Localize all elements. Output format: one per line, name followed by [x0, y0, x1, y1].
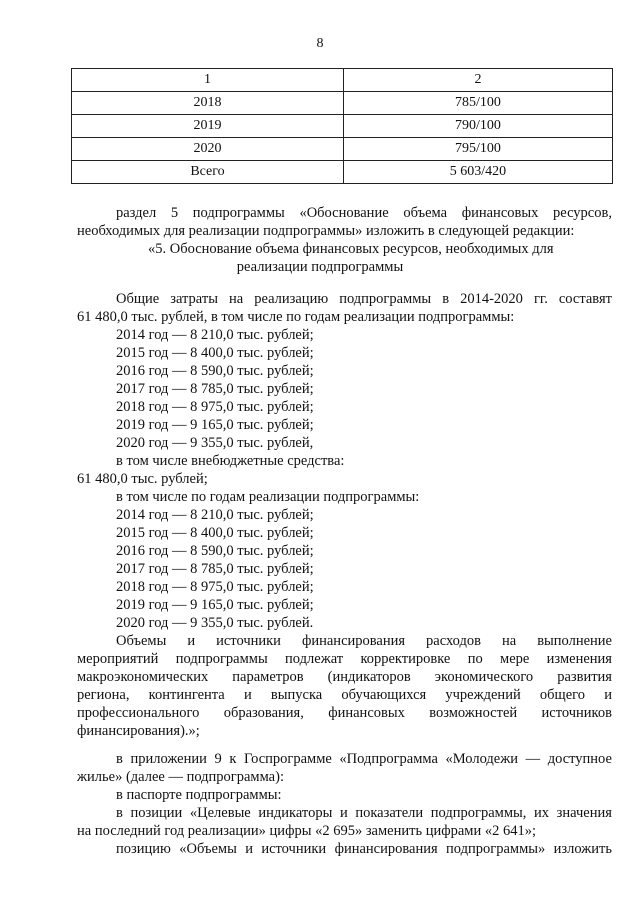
word: обучающихся [341, 687, 427, 703]
word: на [228, 291, 244, 307]
word: «Подпрограмма [339, 751, 438, 767]
word: к [229, 751, 237, 767]
word: по [467, 651, 483, 667]
word: и [243, 687, 252, 703]
volumes-line-4 [77, 686, 612, 704]
word: финансовых [461, 205, 539, 221]
table-cell-value: 5 603/420 [344, 161, 613, 184]
financing-table [71, 68, 613, 184]
word: затраты [170, 291, 218, 307]
word: на [501, 633, 517, 649]
word: позиции [130, 805, 183, 821]
appendix-line-3: в паспорте подпрограммы: [116, 787, 282, 803]
word: мероприятий [77, 651, 159, 667]
section-title-line-1: «5. Обоснование объема финансовых ресурсов, необходимых для [148, 241, 554, 257]
word: 2014-2020 [460, 291, 523, 307]
word: источники [261, 841, 327, 857]
word: изложить [553, 841, 612, 857]
word: расходов [426, 633, 481, 649]
year-line-extrabudget: 2016 год — 8 590,0 тыс. рублей; [116, 543, 314, 559]
word: раздел [116, 205, 157, 221]
word: в [116, 805, 123, 821]
year-line-extrabudget: 2020 год — 9 355,0 тыс. рублей. [116, 615, 314, 631]
year-line-extrabudget: 2014 год — 8 210,0 тыс. рублей; [116, 507, 314, 523]
table-cell-value: 2 [344, 69, 613, 92]
word: и [604, 687, 612, 703]
word: профессионального [77, 705, 200, 721]
word: финансовых [328, 705, 405, 721]
extrabudget-label: в том числе внебюджетные средства: [116, 453, 345, 469]
word: индикаторы [258, 805, 333, 821]
word: возможностей [429, 705, 518, 721]
table-cell-year: 2018 [72, 92, 344, 115]
word: подпрограммы [192, 205, 285, 221]
word: образования, [223, 705, 304, 721]
word: подпрограммы, [430, 805, 527, 821]
word: мере [500, 651, 530, 667]
word: в [442, 291, 450, 307]
word: региона, [77, 687, 130, 703]
word: финансирования [334, 841, 438, 857]
word: значения [556, 805, 612, 821]
word: подлежат [285, 651, 344, 667]
table-cell-year: 2019 [72, 115, 344, 138]
word: 9 [214, 751, 222, 767]
word: Госпрограмме [243, 751, 332, 767]
year-line-extrabudget: 2017 год — 8 785,0 тыс. рублей; [116, 561, 314, 577]
word: ресурсов, [553, 205, 612, 221]
table-row [72, 138, 613, 161]
word: подпрограммы» [446, 841, 546, 857]
word: источников [541, 705, 612, 721]
word: — [525, 751, 541, 767]
appendix-line-5: на последний год реализации» цифры «2 695» заменить цифрами «2 641»; [77, 823, 537, 839]
costs-line-1 [116, 290, 612, 308]
section-title-line-2: реализации подпрограммы [236, 259, 404, 275]
word: 5 [170, 205, 179, 221]
volumes-line-6: финансирования).»; [77, 723, 200, 739]
word: выпуска [270, 687, 323, 703]
word: позицию [116, 841, 171, 857]
word: Общие [116, 291, 160, 307]
word: подпрограммы [339, 291, 432, 307]
costs-line-2: 61 480,0 тыс. рублей, в том числе по годам реализации подпрограммы: [77, 309, 515, 325]
table-row [72, 92, 613, 115]
table-cell-year: 1 [72, 69, 344, 92]
word: и [245, 841, 253, 857]
word: корректировке [360, 651, 451, 667]
volumes-line-2 [77, 650, 612, 668]
year-line-extrabudget: 2018 год — 8 975,0 тыс. рублей; [116, 579, 314, 595]
word: в [116, 751, 123, 767]
word: «Молодежи [445, 751, 519, 767]
volumes-line-3 [77, 668, 612, 686]
appendix-line-1 [116, 750, 612, 768]
volumes-line-1 [116, 632, 612, 650]
word: общего [539, 687, 585, 703]
word: составят [558, 291, 612, 307]
word: реализацию [254, 291, 329, 307]
word: гг. [533, 291, 548, 307]
year-line: 2019 год — 9 165,0 тыс. рублей; [116, 417, 314, 433]
table-cell-value: 785/100 [344, 92, 613, 115]
word: контингента [148, 687, 225, 703]
word: (индикаторов [327, 669, 411, 685]
word: доступное [547, 751, 612, 767]
year-line: 2017 год — 8 785,0 тыс. рублей; [116, 381, 314, 397]
word: показатели [355, 805, 424, 821]
table-row [72, 115, 613, 138]
word: учреждений [445, 687, 521, 703]
word: приложении [130, 751, 207, 767]
table-cell-year: 2020 [72, 138, 344, 161]
page-number: 8 [316, 36, 324, 51]
extrabudget-total: 61 480,0 тыс. рублей; [77, 471, 208, 487]
year-line: 2016 год — 8 590,0 тыс. рублей; [116, 363, 314, 379]
table-header-row [72, 69, 613, 92]
year-line: 2018 год — 8 975,0 тыс. рублей; [116, 399, 314, 415]
year-line-extrabudget: 2019 год — 9 165,0 тыс. рублей; [116, 597, 314, 613]
appendix-line-2: жилье» (далее — подпрограмма): [77, 769, 284, 785]
year-line: 2014 год — 8 210,0 тыс. рублей; [116, 327, 314, 343]
word: выполнение [537, 633, 612, 649]
word: макроэкономических [77, 669, 209, 685]
word: их [534, 805, 550, 821]
word: развития [557, 669, 612, 685]
appendix-line-6 [116, 840, 612, 858]
table-cell-year: Всего [72, 161, 344, 184]
word: и [339, 805, 348, 821]
year-line-extrabudget: 2015 год — 8 400,0 тыс. рублей; [116, 525, 314, 541]
word: параметров [232, 669, 304, 685]
word: подпрограммы [175, 651, 268, 667]
volumes-line-5 [77, 704, 612, 722]
word: финансирования [301, 633, 406, 649]
appendix-line-4 [116, 804, 612, 822]
table-row [72, 161, 613, 184]
table-cell-value: 790/100 [344, 115, 613, 138]
word: Объемы [116, 633, 167, 649]
intro-line-1 [116, 204, 612, 222]
intro-line-2: необходимых для реализации подпрограммы» изложить в следующей редакции: [77, 223, 575, 239]
year-line: 2015 год — 8 400,0 тыс. рублей; [116, 345, 314, 361]
table-cell-value: 795/100 [344, 138, 613, 161]
word: «Целевые [189, 805, 251, 821]
word: «Объемы [179, 841, 237, 857]
word: источники [216, 633, 281, 649]
year-line: 2020 год — 9 355,0 тыс. рублей, [116, 435, 314, 451]
word: экономического [434, 669, 534, 685]
word: и [187, 633, 196, 649]
word: объема [403, 205, 448, 221]
years-label: в том числе по годам реализации подпрограммы: [116, 489, 420, 505]
word: изменения [546, 651, 612, 667]
word: «Обоснование [299, 205, 389, 221]
